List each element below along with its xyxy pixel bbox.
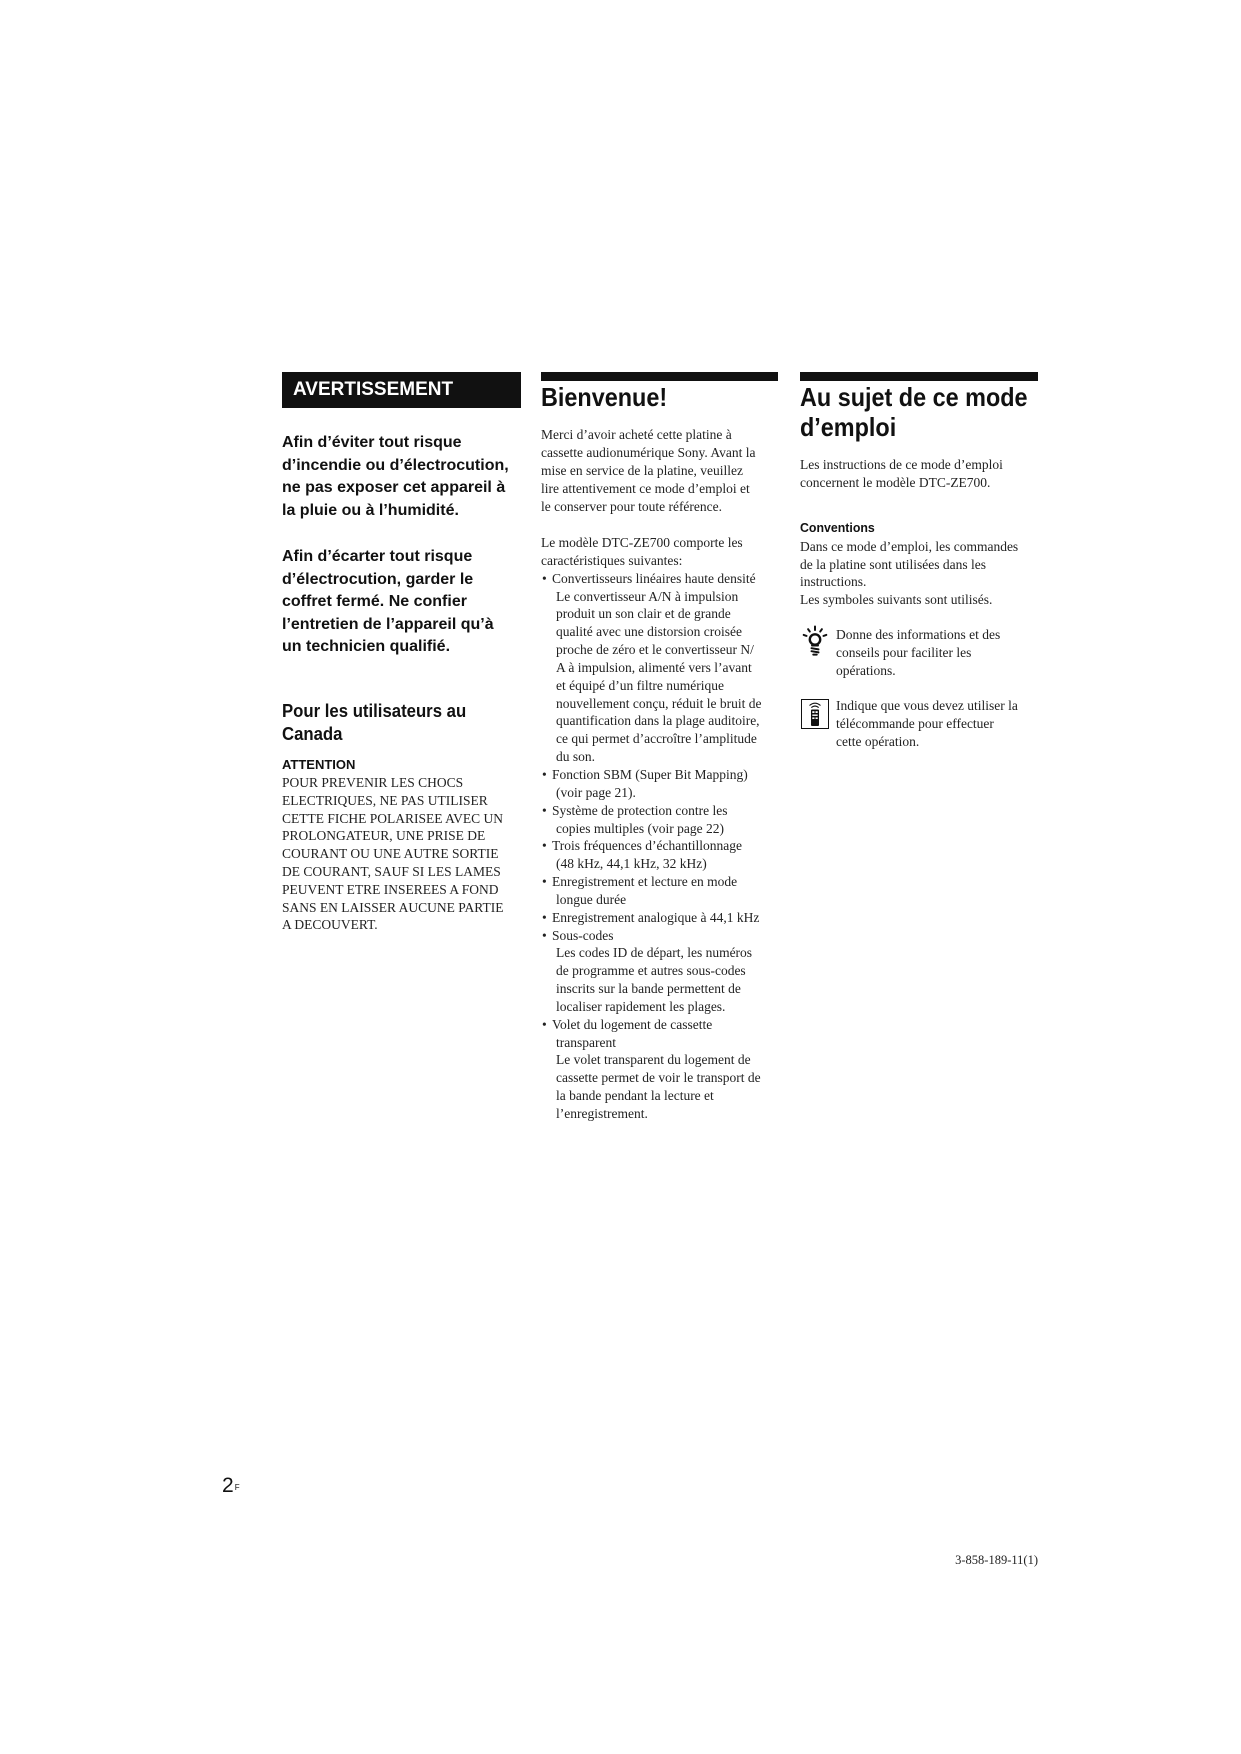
welcome-intro-line: cassette audionumérique Sony. Avant la — [541, 445, 756, 460]
warning-text-line: ne pas exposer cet appareil à — [282, 479, 506, 497]
attention-label: ATTENTION — [282, 757, 356, 772]
feature-description-line: nouvellement conçu, réduit le bruit de — [556, 695, 762, 711]
attention-text-line: PEUVENT ETRE INSEREES A FOND — [282, 881, 499, 897]
feature-description-line: et équipé d’un filtre numérique — [556, 677, 724, 693]
feature-description-line: A à impulsion, alimenté vers l’avant — [556, 659, 752, 675]
feature-title: • Sous-codes — [541, 927, 761, 945]
warning-text-line: Afin d’écarter tout risque — [282, 548, 473, 565]
symbol-description-line: Indique que vous devez utiliser la — [836, 698, 1018, 713]
attention-text-line: ELECTRIQUES, NE PAS UTILISER — [282, 792, 488, 808]
attention-text-line: A DECOUVERT. — [282, 917, 378, 933]
features-intro-line: Le modèle DTC-ZE700 comporte les — [541, 535, 743, 550]
warning-fire-paragraph — [282, 432, 521, 522]
light-bulb-symbol-description — [836, 626, 1000, 680]
feature-description-line: proche de zéro et le convertisseur N/ — [556, 642, 754, 658]
about-section-bar — [800, 372, 1038, 381]
symbol-description-line: télécommande pour effectuer — [836, 715, 994, 731]
welcome-intro-line: Merci d’avoir acheté cette platine à — [541, 427, 732, 442]
feature-title-line: longue durée — [556, 891, 627, 907]
conventions-text-line: Les symboles suivants sont utilisés. — [800, 591, 993, 607]
feature-description-line: cassette permet de voir le transport de — [556, 1070, 761, 1086]
feature-description-line: Les codes ID de départ, les numéros — [556, 945, 753, 961]
canada-heading — [282, 700, 466, 745]
warning-title-box — [282, 372, 521, 408]
symbol-description-line: Donne des informations et des — [836, 627, 1001, 642]
about-title-line: d’emploi — [800, 411, 897, 442]
welcome-intro — [541, 426, 755, 516]
feature-title: • Enregistrement et lecture en mode — [541, 873, 761, 891]
warning-shock-paragraph — [282, 546, 521, 659]
feature-title: • Enregistrement analogique à 44,1 kHz — [541, 909, 761, 927]
feature-description-line: localiser rapidement les plages. — [556, 998, 726, 1014]
page-number-value: 2 — [222, 1474, 234, 1497]
about-title — [800, 383, 1028, 442]
warning-text-line: un technicien qualifié. — [282, 638, 451, 656]
features-intro-line: caractéristiques suivantes: — [541, 552, 683, 568]
feature-title: • Convertisseurs linéaires haute densité — [541, 570, 761, 588]
feature-description-line: Le convertisseur A/N à impulsion — [556, 588, 739, 604]
warning-text-line: d’incendie ou d’électrocution, — [282, 456, 509, 474]
feature-title: • Trois fréquences d’échantillonnage — [541, 837, 761, 855]
about-intro — [800, 456, 1003, 492]
feature-description-line: produit un son clair et de grande — [556, 606, 731, 622]
about-intro-line: Les instructions de ce mode d’emploi — [800, 457, 1003, 472]
conventions-heading: Conventions — [800, 520, 875, 535]
attention-text — [282, 774, 503, 934]
feature-description-line: ce qui permet d’accroître l’amplitude — [556, 731, 757, 747]
warning-title: AVERTISSEMENT — [293, 379, 454, 400]
attention-text-line: POUR PREVENIR LES CHOCS — [282, 775, 464, 790]
feature-description-line: qualité avec une distorsion croisée — [556, 624, 742, 640]
feature-title-line: (48 kHz, 44,1 kHz, 32 kHz) — [556, 856, 707, 872]
welcome-intro-line: mise en service de la platine, veuillez — [541, 463, 744, 478]
feature-title: • Fonction SBM (Super Bit Mapping) — [541, 766, 761, 784]
feature-title-line: (voir page 21). — [556, 784, 636, 800]
symbol-description-line: opérations. — [836, 662, 896, 678]
attention-text-line: PROLONGATEUR, UNE PRISE DE — [282, 828, 486, 844]
remote-control-symbol-description — [836, 697, 1018, 751]
warning-text-line: d’électrocution, garder le — [282, 570, 474, 588]
canada-heading-line: Canada — [282, 723, 343, 744]
feature-description-line: l’enregistrement. — [556, 1106, 648, 1121]
feature-title-line: transparent — [556, 1034, 616, 1050]
canada-heading-line: Pour les utilisateurs au — [282, 701, 467, 721]
warning-text-line: l’entretien de l’appareil qu’à — [282, 615, 494, 633]
feature-description-line: Le volet transparent du logement de — [556, 1052, 751, 1068]
warning-text-line: Afin d’éviter tout risque — [282, 434, 462, 451]
light-bulb-icon — [801, 624, 829, 663]
about-intro-line: concernent le modèle DTC-ZE700. — [800, 474, 991, 490]
page-number-suffix: F — [234, 1483, 240, 1492]
symbol-description-line: cette opération. — [836, 733, 920, 749]
attention-text-line: CETTE FICHE POLARISEE AVEC UN — [282, 810, 504, 826]
conventions-text — [800, 538, 1018, 608]
remote-control-icon — [801, 699, 829, 734]
attention-text-line: COURANT OU UNE AUTRE SORTIE — [282, 846, 499, 862]
about-title-line: Au sujet de ce mode — [800, 382, 1028, 412]
feature-description-line: quantification dans la plage auditoire, — [556, 713, 760, 729]
page-number — [222, 1474, 240, 1498]
warning-text-line: la pluie ou à l’humidité. — [282, 501, 459, 519]
conventions-text-line: Dans ce mode d’emploi, les commandes — [800, 539, 1019, 554]
symbol-description-line: conseils pour faciliter les — [836, 644, 972, 660]
feature-title: • Volet du logement de cassette — [541, 1016, 761, 1034]
warning-text-line: coffret fermé. Ne confier — [282, 593, 467, 611]
feature-description-line: de programme et autres sous-codes — [556, 963, 746, 979]
conventions-text-line: instructions. — [800, 574, 867, 589]
feature-description-line: inscrits sur la bande permettent de — [556, 981, 741, 997]
feature-title: • Système de protection contre les — [541, 802, 761, 820]
attention-text-line: SANS EN LAISSER AUCUNE PARTIE — [282, 899, 504, 915]
feature-description-line: la bande pendant la lecture et — [556, 1088, 714, 1104]
attention-text-line: DE COURANT, SAUF SI LES LAMES — [282, 863, 501, 879]
welcome-title: Bienvenue! — [541, 382, 668, 412]
feature-description-line: du son. — [556, 749, 596, 765]
features-list — [541, 534, 761, 1123]
part-number: 3-858-189-11(1) — [955, 1553, 1038, 1567]
welcome-intro-line: lire attentivement ce mode d’emploi et — [541, 481, 750, 496]
feature-title-line: copies multiples (voir page 22) — [556, 820, 724, 836]
welcome-section-bar — [541, 372, 778, 381]
conventions-text-line: de la platine sont utilisées dans les — [800, 556, 986, 572]
welcome-intro-line: le conserver pour toute référence. — [541, 499, 723, 514]
